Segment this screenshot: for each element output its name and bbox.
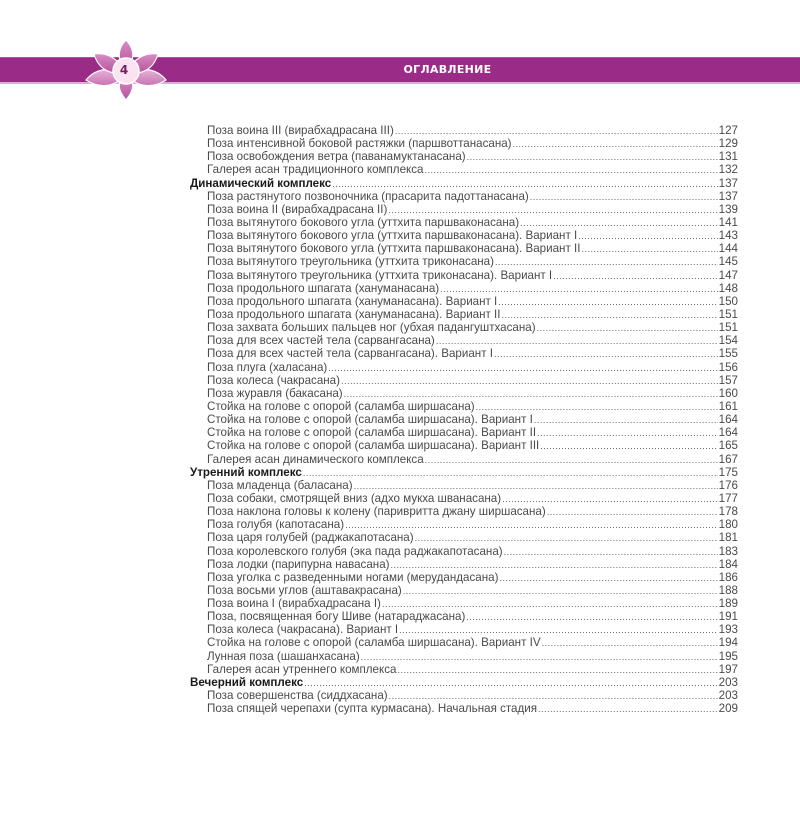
toc-entry-page: 194 bbox=[718, 636, 738, 650]
toc-entry-page: 203 bbox=[718, 675, 738, 689]
toc-entry-title: Поза продольного шпагата (хануманасана) bbox=[207, 281, 440, 295]
toc-entry-page: 184 bbox=[718, 557, 738, 571]
dot-leader bbox=[476, 400, 718, 414]
toc-entry-title: Галерея асан утреннего комплекса bbox=[207, 662, 397, 676]
dot-leader bbox=[553, 269, 718, 283]
dot-leader bbox=[578, 229, 717, 243]
toc-entry[interactable] bbox=[190, 137, 738, 150]
toc-entry-title: Поза журавля (бакасана) bbox=[207, 386, 343, 400]
toc-entry-title: Галерея асан традиционного комплекса bbox=[207, 163, 424, 177]
dot-leader bbox=[397, 663, 717, 677]
toc-entry-title: Поза лодки (парипурна навасана) bbox=[207, 557, 390, 571]
toc-entry-title: Стойка на голове с опорой (саламба ширшасана) bbox=[207, 399, 475, 413]
toc-entry[interactable] bbox=[190, 334, 738, 347]
toc-entry[interactable] bbox=[190, 400, 738, 413]
toc-entry[interactable] bbox=[190, 190, 738, 203]
toc-entry-page: 150 bbox=[718, 294, 738, 308]
dot-leader bbox=[542, 636, 718, 650]
dot-leader bbox=[513, 137, 718, 151]
toc-entry-title: Поза голубя (капотасана) bbox=[207, 518, 345, 532]
toc-entry[interactable] bbox=[190, 545, 738, 558]
dot-leader bbox=[389, 689, 718, 703]
toc-entry-page: 148 bbox=[718, 281, 738, 295]
dot-leader bbox=[395, 124, 718, 138]
dot-leader bbox=[425, 453, 718, 467]
toc-entry-title: Поза интенсивной боковой растяжки (паршвоттанасана) bbox=[207, 137, 512, 151]
toc-entry-title: Поза воина I (вирабхадрасана I) bbox=[207, 597, 381, 611]
toc-entry-page: 183 bbox=[718, 544, 738, 558]
toc-entry-page: 164 bbox=[718, 426, 738, 440]
toc-section-entry[interactable] bbox=[190, 177, 738, 190]
dot-leader bbox=[502, 492, 718, 506]
dot-leader bbox=[440, 282, 718, 296]
toc-entry-title: Динамический комплекс bbox=[190, 176, 332, 190]
dot-leader bbox=[361, 650, 718, 664]
dot-leader bbox=[345, 518, 718, 532]
toc-entry-title: Поза продольного шпагата (хануманасана). Вариант II bbox=[207, 307, 501, 321]
toc-entry-title: Поза спящей черепахи (супта курмасана). Начальная стадия bbox=[207, 702, 538, 716]
toc-entry-page: 164 bbox=[718, 413, 738, 427]
dot-leader bbox=[467, 150, 718, 164]
toc-entry[interactable] bbox=[190, 610, 738, 623]
dot-leader bbox=[303, 466, 718, 480]
toc-entry-page: 157 bbox=[718, 373, 738, 387]
toc-entry-title: Поза вытянутого бокового угла (уттхита паршваконасана). Вариант I bbox=[207, 229, 578, 243]
toc-entry[interactable] bbox=[190, 505, 738, 518]
toc-entry-title: Поза совершенства (сиддхасана) bbox=[207, 689, 388, 703]
toc-entry[interactable] bbox=[190, 374, 738, 387]
toc-entry[interactable] bbox=[190, 242, 738, 255]
dot-leader bbox=[388, 203, 717, 217]
toc-entry-page: 139 bbox=[718, 202, 738, 216]
dot-leader bbox=[382, 597, 718, 611]
toc-entry[interactable] bbox=[190, 282, 738, 295]
toc-entry-page: 151 bbox=[718, 321, 738, 335]
dot-leader bbox=[344, 387, 718, 401]
toc-entry-page: 178 bbox=[718, 505, 738, 519]
toc-entry-page: 176 bbox=[718, 478, 738, 492]
dot-leader bbox=[354, 479, 718, 493]
toc-entry-page: 189 bbox=[718, 597, 738, 611]
toc-entry[interactable] bbox=[190, 150, 738, 163]
toc-entry-page: 137 bbox=[718, 189, 738, 203]
toc-entry-title: Поза освобождения ветра (паванамуктанасана) bbox=[207, 150, 466, 164]
toc-entry[interactable] bbox=[190, 321, 738, 334]
toc-entry-title: Поза для всех частей тела (сарвангасана) bbox=[207, 334, 435, 348]
toc-entry-page: 132 bbox=[718, 163, 738, 177]
table-of-contents bbox=[190, 124, 738, 715]
dot-leader bbox=[498, 295, 717, 309]
toc-entry-title: Поза вытянутого бокового угла (уттхита паршваконасана). Вариант II bbox=[207, 242, 581, 256]
toc-entry-title: Стойка на голове с опорой (саламба ширшасана). Вариант II bbox=[207, 426, 537, 440]
toc-entry[interactable] bbox=[190, 584, 738, 597]
toc-entry-page: 167 bbox=[718, 452, 738, 466]
toc-entry[interactable] bbox=[190, 229, 738, 242]
dot-leader bbox=[504, 545, 718, 559]
toc-entry-title: Поза наклона головы к колену (паривритта джану ширшасана) bbox=[207, 505, 546, 519]
toc-entry-page: 147 bbox=[718, 268, 738, 282]
toc-entry-title: Поза продольного шпагата (хануманасана). Вариант I bbox=[207, 294, 498, 308]
toc-entry-page: 175 bbox=[718, 465, 738, 479]
toc-entry[interactable] bbox=[190, 623, 738, 636]
toc-entry-title: Утренний комплекс bbox=[190, 465, 302, 479]
toc-entry-title: Поза колеса (чакрасана). Вариант I bbox=[207, 623, 399, 637]
toc-entry[interactable] bbox=[190, 426, 738, 439]
dot-leader bbox=[436, 334, 718, 348]
toc-entry-title: Поза плуга (халасана) bbox=[207, 360, 328, 374]
page-title: ОГЛАВЛЕНИЕ bbox=[403, 63, 492, 76]
toc-entry[interactable] bbox=[190, 558, 738, 571]
toc-section-entry[interactable] bbox=[190, 676, 738, 689]
toc-entry[interactable] bbox=[190, 689, 738, 702]
dot-leader bbox=[537, 426, 718, 440]
dot-leader bbox=[391, 558, 718, 572]
toc-entry[interactable] bbox=[190, 492, 738, 505]
toc-entry-page: 197 bbox=[718, 662, 738, 676]
dot-leader bbox=[520, 216, 718, 230]
toc-entry[interactable] bbox=[190, 439, 738, 452]
toc-entry-page: 151 bbox=[718, 307, 738, 321]
toc-entry-page: 137 bbox=[718, 176, 738, 190]
dot-leader bbox=[537, 321, 718, 335]
toc-entry-title: Галерея асан динамического комплекса bbox=[207, 452, 424, 466]
toc-entry-page: 155 bbox=[718, 347, 738, 361]
toc-entry-title: Поза младенца (баласана) bbox=[207, 478, 353, 492]
toc-entry-title: Стойка на голове с опорой (саламба ширшасана). Вариант I bbox=[207, 413, 533, 427]
dot-leader bbox=[415, 531, 718, 545]
toc-entry-title: Поза царя голубей (раджакапотасана) bbox=[207, 531, 414, 545]
dot-leader bbox=[530, 190, 718, 204]
toc-entry-page: 188 bbox=[718, 583, 738, 597]
toc-entry[interactable] bbox=[190, 413, 738, 426]
toc-entry[interactable] bbox=[190, 216, 738, 229]
toc-entry-page: 144 bbox=[718, 242, 738, 256]
dot-leader bbox=[547, 505, 718, 519]
toc-entry-title: Поза для всех частей тела (сарвангасана). Вариант I bbox=[207, 347, 493, 361]
page-number: 4 bbox=[119, 63, 129, 77]
toc-entry-page: 129 bbox=[718, 137, 738, 151]
toc-entry-page: 181 bbox=[718, 531, 738, 545]
toc-entry-page: 195 bbox=[718, 649, 738, 663]
toc-entry-title: Поза уголка с разведенными ногами (мерудандасана) bbox=[207, 570, 499, 584]
toc-entry-page: 161 bbox=[718, 399, 738, 413]
toc-entry-page: 160 bbox=[718, 386, 738, 400]
toc-entry-title: Поза колеса (чакрасана) bbox=[207, 373, 340, 387]
dot-leader bbox=[534, 413, 718, 427]
toc-entry-page: 141 bbox=[718, 215, 738, 229]
toc-entry[interactable] bbox=[190, 308, 738, 321]
toc-entry-page: 131 bbox=[718, 150, 738, 164]
toc-entry[interactable] bbox=[190, 269, 738, 282]
toc-entry-title: Поза воина III (вирабхадрасана III) bbox=[207, 124, 394, 137]
toc-entry-title: Поза собаки, смотрящей вниз (адхо мукха шванасана) bbox=[207, 491, 502, 505]
toc-entry-page: 180 bbox=[718, 518, 738, 532]
toc-entry-page: 177 bbox=[718, 491, 738, 505]
toc-entry-page: 191 bbox=[718, 610, 738, 624]
dot-leader bbox=[538, 702, 718, 716]
dot-leader bbox=[495, 255, 718, 269]
toc-entry-title: Стойка на голове с опорой (саламба ширшасана). Вариант III bbox=[207, 439, 540, 453]
toc-section-entry[interactable] bbox=[190, 466, 738, 479]
toc-entry-title: Поза восьми углов (аштавакрасана) bbox=[207, 583, 402, 597]
dot-leader bbox=[332, 177, 717, 191]
toc-entry-page: 203 bbox=[718, 689, 738, 703]
toc-entry-page: 154 bbox=[718, 334, 738, 348]
toc-entry-title: Лунная поза (шашанхасана) bbox=[207, 649, 360, 663]
toc-entry[interactable] bbox=[190, 453, 738, 466]
toc-entry-title: Поза, посвященная богу Шиве (натараджасана) bbox=[207, 610, 466, 624]
toc-entry-title: Поза воина II (вирабхадрасана II) bbox=[207, 202, 388, 216]
dot-leader bbox=[499, 571, 717, 585]
toc-entry[interactable] bbox=[190, 702, 738, 715]
toc-entry[interactable] bbox=[190, 295, 738, 308]
toc-entry-page: 143 bbox=[718, 229, 738, 243]
toc-entry-title: Поза вытянутого треугольника (уттхита триконасана) bbox=[207, 255, 494, 269]
dot-leader bbox=[502, 308, 718, 322]
toc-entry-title: Стойка на голове с опорой (саламба ширшасана). Вариант IV bbox=[207, 636, 541, 650]
dot-leader bbox=[540, 439, 717, 453]
dot-leader bbox=[304, 676, 717, 690]
toc-entry[interactable] bbox=[190, 479, 738, 492]
toc-entry[interactable] bbox=[190, 663, 738, 676]
dot-leader bbox=[466, 610, 717, 624]
toc-entry-page: 156 bbox=[718, 360, 738, 374]
toc-entry-page: 165 bbox=[718, 439, 738, 453]
toc-entry[interactable] bbox=[190, 361, 738, 374]
toc-entry[interactable] bbox=[190, 163, 738, 176]
toc-entry[interactable] bbox=[190, 531, 738, 544]
toc-entry[interactable] bbox=[190, 255, 738, 268]
toc-entry-page: 209 bbox=[718, 702, 738, 716]
dot-leader bbox=[494, 347, 718, 361]
dot-leader bbox=[424, 163, 717, 177]
toc-entry-title: Поза растянутого позвоночника (прасарита падоттанасана) bbox=[207, 189, 529, 203]
toc-entry[interactable] bbox=[190, 518, 738, 531]
toc-entry[interactable] bbox=[190, 597, 738, 610]
dot-leader bbox=[399, 623, 718, 637]
toc-entry[interactable] bbox=[190, 636, 738, 649]
dot-leader bbox=[581, 242, 717, 256]
toc-entry-title: Поза захвата больших пальцев ног (убхая падангуштхасана) bbox=[207, 321, 536, 335]
toc-entry-title: Поза вытянутого треугольника (уттхита триконасана). Вариант I bbox=[207, 268, 553, 282]
toc-entry-title: Поза вытянутого бокового угла (уттхита паршваконасана) bbox=[207, 215, 520, 229]
toc-entry[interactable] bbox=[190, 387, 738, 400]
toc-entry[interactable] bbox=[190, 571, 738, 584]
toc-entry-page: 186 bbox=[718, 570, 738, 584]
toc-entry[interactable] bbox=[190, 203, 738, 216]
dot-leader bbox=[341, 374, 718, 388]
dot-leader bbox=[403, 584, 718, 598]
toc-entry[interactable] bbox=[190, 650, 738, 663]
dot-leader bbox=[328, 361, 717, 375]
toc-entry[interactable] bbox=[190, 347, 738, 360]
toc-entry-title: Поза королевского голубя (эка пада раджакапотасана) bbox=[207, 544, 503, 558]
toc-entry-page: 193 bbox=[718, 623, 738, 637]
toc-entry-title: Вечерний комплекс bbox=[190, 675, 304, 689]
toc-entry[interactable] bbox=[190, 124, 738, 137]
toc-entry-page: 127 bbox=[718, 124, 738, 137]
toc-entry-page: 145 bbox=[718, 255, 738, 269]
